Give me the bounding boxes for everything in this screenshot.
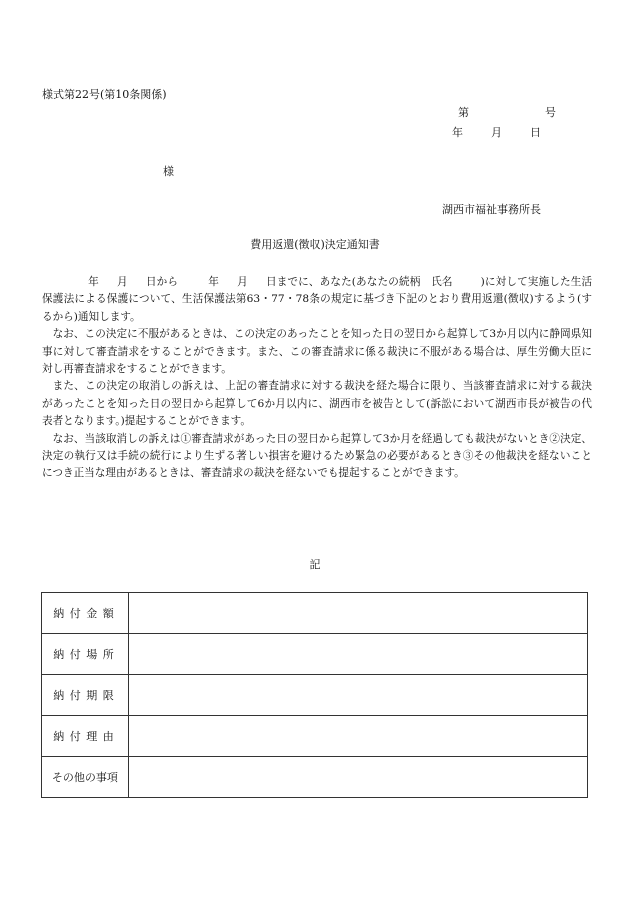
document-number-prefix: 第 <box>458 106 469 119</box>
document-title: 費用返還(徴収)決定通知書 <box>250 238 380 251</box>
paragraph-revocation-suit: また、この決定の取消しの訴えは、上記の審査請求に対する裁決を経た場合に限り、当該審査請求に対する裁決があったことを知った日の翌日から起算して6か月以内に、湖西市を被告として(訴訟において湖西市長が被告の代表者となります。)提起することができます。 <box>42 380 592 428</box>
table-row <box>42 634 588 675</box>
document-number-suffix: 号 <box>545 106 556 119</box>
paragraph-notice <box>42 274 592 326</box>
table-row <box>42 757 588 798</box>
row-label-other-matters: その他の事項 <box>42 757 129 798</box>
table-row <box>42 716 588 757</box>
paragraph-exceptions: なお、当該取消しの訴えは①審査請求があった日の翌日から起算して3か月を経過しても裁決がないとき②決定、決定の執行又は手続の続行により生ずる著しい損害を避けるため緊急の必要があるとき③その他裁決を経ないことにつき正当な理由があるときは、審査請求の裁決を経ないでも提起することができます。 <box>42 432 592 480</box>
form-number: 様式第22号(第10条関係) <box>42 88 167 101</box>
payment-details-table <box>41 592 588 798</box>
period-until-text: 日までに、あなた(あなたの続柄 氏名 <box>265 276 453 288</box>
recipient-honorific: 様 <box>163 165 174 178</box>
row-label-payment-deadline: 納付期限 <box>42 675 129 716</box>
payment-amount-value <box>128 593 587 634</box>
date-month: 月 <box>491 126 502 139</box>
period-start-year: 年 <box>88 276 99 288</box>
row-label-payment-reason: 納付理由 <box>42 716 129 757</box>
period-from-text: 日から <box>145 276 179 288</box>
other-matters-value <box>128 757 587 798</box>
row-label-payment-place: 納付場所 <box>42 634 129 675</box>
table-row <box>42 675 588 716</box>
ki-heading: 記 <box>309 558 321 571</box>
row-label-payment-amount: 納付金額 <box>42 593 129 634</box>
notice-body <box>42 274 592 483</box>
payment-place-value <box>128 634 587 675</box>
notice-text: )に対して実施した生活保護法による保護について、生活保護法第63・77・78条の規定に基づき下記のとおり費用返還(徴収)するよう(するから)通知します。 <box>42 276 593 323</box>
date-day: 日 <box>530 126 541 139</box>
sender-name: 湖西市福祉事務所長 <box>442 203 541 216</box>
payment-reason-value <box>128 716 587 757</box>
period-end-month: 月 <box>236 276 248 288</box>
date-year: 年 <box>452 126 463 139</box>
paragraph-review-request: なお、この決定に不服があるときは、この決定のあったことを知った日の翌日から起算して3か月以内に静岡県知事に対して審査請求をすることができます。また、この審査請求に係る裁決に不服がある場合は、厚生労働大臣に対し再審査請求をすることができます。 <box>42 328 592 376</box>
period-end-year: 年 <box>208 276 219 288</box>
period-start-month: 月 <box>116 276 128 288</box>
issue-date <box>452 124 541 140</box>
table-row <box>42 593 588 634</box>
payment-deadline-value <box>128 675 587 716</box>
document-number <box>458 104 556 120</box>
